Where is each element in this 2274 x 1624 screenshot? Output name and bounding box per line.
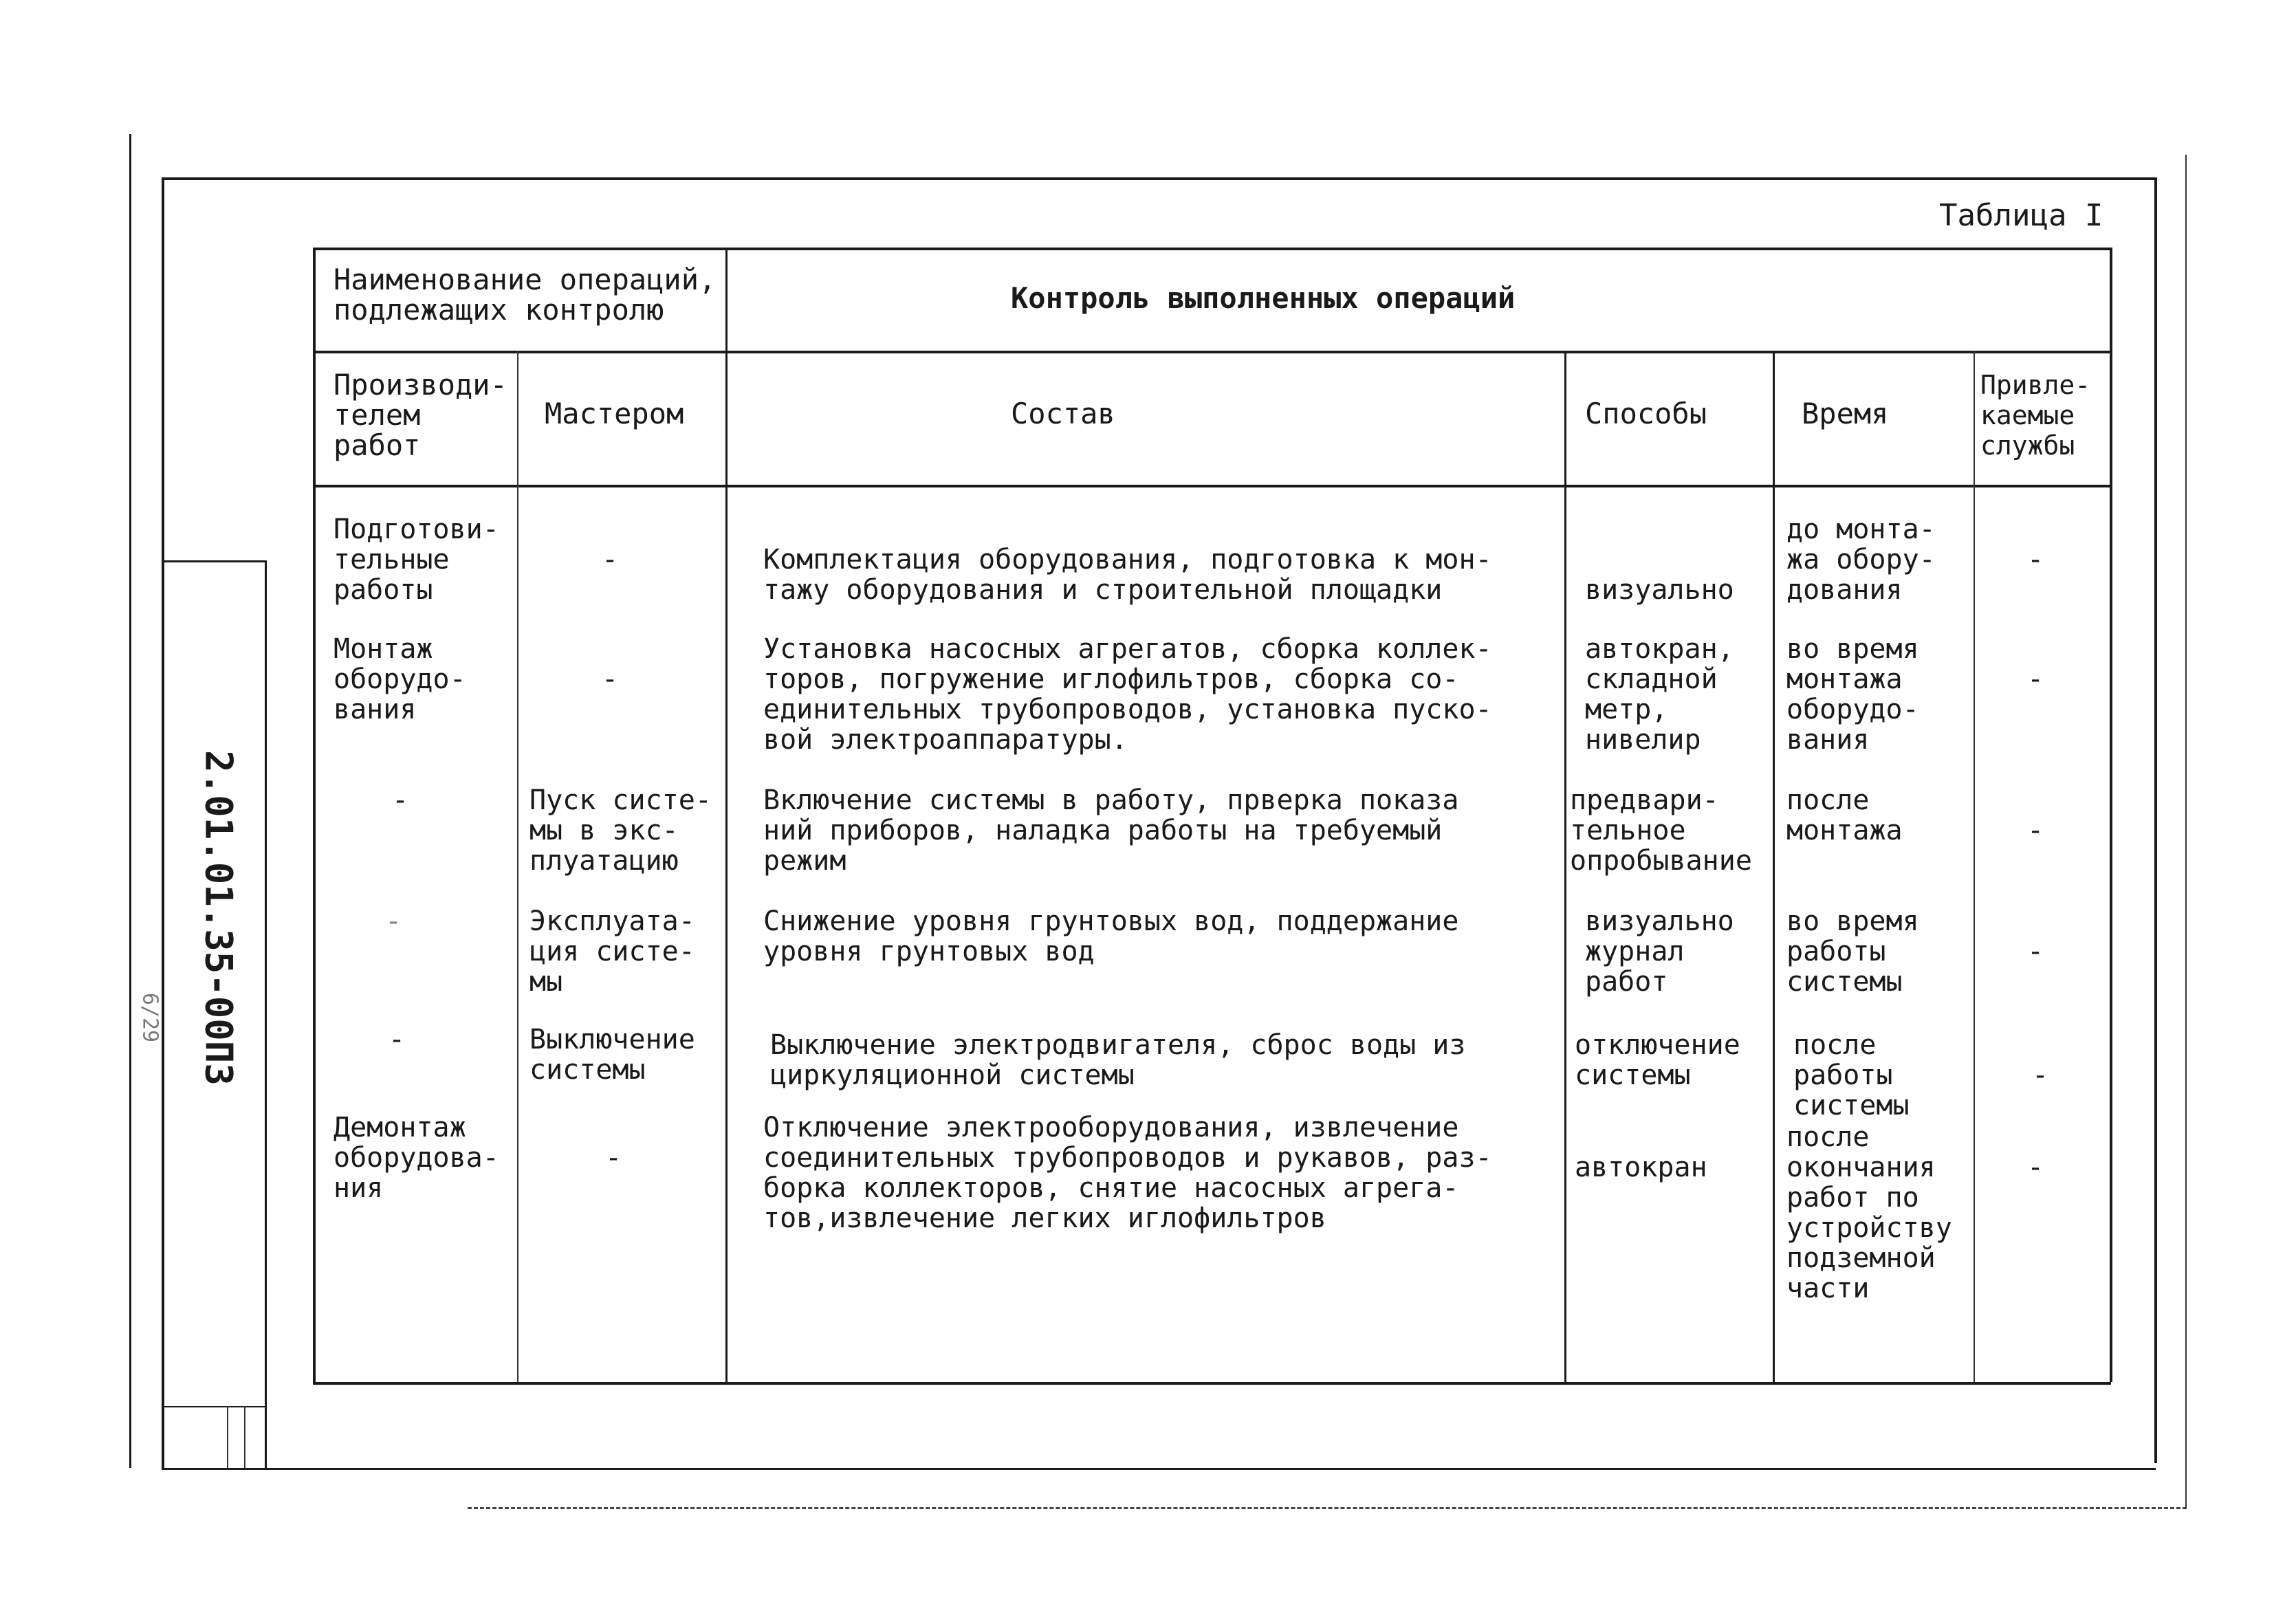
table-row-4-master: Эксплуата- ция систе- мы — [529, 906, 695, 998]
table-row-5-master: Выключение системы — [529, 1024, 695, 1086]
header-col-methods: Способы — [1585, 397, 1707, 430]
side-stamp-right-line — [265, 560, 267, 1468]
table-row-2-producer: Монтаж оборудо- вания — [334, 633, 466, 725]
table-header-divider — [313, 351, 2111, 353]
side-sheet-mark: 6/29 — [138, 992, 162, 1043]
frame-right-outer-line — [2185, 155, 2187, 1509]
table-row-1-content: Комплектация оборудования, подготовка к мон- тажу оборудования и строительной площадки — [763, 544, 1492, 606]
table-row-4-time: во время работы системы — [1786, 906, 1919, 998]
table-row-2-content: Установка насосных агрегатов, сборка коллек- торов, погружение иглофильтров, сборка со- единительных трубопроводов, установка пуско- вой электроаппаратуры. — [763, 633, 1492, 756]
frame-right-line — [2154, 177, 2157, 1463]
side-document-code: 2.01.01.35-00ПЗ — [197, 750, 241, 1086]
table-row-6-methods: автокран — [1575, 1152, 1707, 1183]
table-row-2-time: во время монтажа оборудо- вания — [1786, 633, 1919, 756]
table-row-3-master: Пуск систе- мы в экс- плуатацию — [529, 784, 712, 877]
table-bottom-border — [313, 1382, 2111, 1385]
table-row-1-producer: Подготови- тельные работы — [334, 514, 499, 606]
table-header-bottom — [313, 485, 2111, 487]
table-top-border — [313, 248, 2111, 250]
col-divider-producer-master — [517, 351, 518, 1382]
table-row-6-content: Отключение электрооборудования, извлечение соединительных трубопроводов и рукавов, раз- борка коллекторов, снятие насосных агрега- тов,извлечение легких иглофильтров — [763, 1112, 1492, 1234]
table-left-border — [313, 248, 316, 1382]
table-row-3-methods: предвари- тельное опробывание — [1570, 784, 1752, 877]
header-col-content: Состав — [1011, 397, 1115, 430]
table-row-6-producer: Демонтаж оборудова- ния — [334, 1112, 499, 1204]
table-row-4-services: - — [2027, 936, 2044, 967]
table-row-4-methods: визуально журнал работ — [1585, 906, 1734, 998]
table-row-1-methods: визуально — [1585, 574, 1734, 606]
header-control-group: Контроль выполненных операций — [1011, 281, 1516, 315]
col-divider-time-services — [1974, 351, 1975, 1382]
frame-bottom-line — [162, 1468, 2156, 1470]
table-row-3-services: - — [2027, 815, 2044, 846]
table-row-5-producer: - — [389, 1024, 406, 1055]
table-row-5-content: Выключение электродвигателя, сброс воды из циркуляционной системы — [770, 1029, 1466, 1091]
header-col-time: Время — [1802, 397, 1889, 430]
table-row-4-content: Снижение уровня грунтовых вод, поддержание уровня грунтовых вод — [763, 906, 1459, 967]
table-row-6-master: - — [605, 1142, 622, 1174]
table-row-5-time: после работы системы — [1793, 1029, 1910, 1121]
table-row-2-methods: автокран, складной метр, нивелир — [1585, 633, 1734, 756]
col-divider-master-content — [725, 248, 728, 1382]
table-row-4-producer: - — [385, 906, 402, 937]
header-col-master: Мастером — [545, 397, 684, 430]
frame-left-line — [162, 177, 164, 1470]
table-row-6-services: - — [2027, 1152, 2044, 1183]
header-col-services: Привле- каемые службы — [1980, 370, 2091, 461]
frame-left-margin-line — [129, 134, 131, 1468]
table-row-1-services: - — [2027, 544, 2044, 575]
table-row-3-time: после монтажа — [1786, 784, 1903, 846]
table-row-3-content: Включение системы в работу, прверка показа ний приборов, наладка работы на требуемый режим — [763, 784, 1459, 877]
header-operations-group: Наименование операций, подлежащих контролю — [334, 263, 717, 327]
header-col-producer: Производи- телем работ — [334, 368, 507, 462]
table-row-1-master: - — [602, 544, 619, 575]
side-stamp-cell-divider-2 — [244, 1406, 245, 1468]
side-stamp-cell-line — [164, 1406, 267, 1407]
table-row-2-services: - — [2027, 663, 2044, 695]
table-row-6-time: после окончания работ по устройству подземной части — [1786, 1121, 1952, 1304]
table-row-1-time: до монта- жа обору- дования — [1786, 514, 1936, 606]
frame-top-line — [162, 177, 2156, 180]
table-row-3-producer: - — [392, 784, 409, 816]
side-stamp-cell-divider-1 — [227, 1406, 228, 1468]
table-label: Таблица I — [1939, 198, 2103, 233]
table-row-5-services: - — [2032, 1060, 2049, 1091]
side-stamp-top-line — [164, 560, 267, 562]
frame-bottom-dashed-line — [468, 1507, 2187, 1509]
col-divider-content-methods — [1564, 351, 1566, 1382]
table-right-border — [2110, 248, 2112, 1382]
table-row-5-methods: отключение системы — [1575, 1029, 1740, 1091]
table-row-2-master: - — [602, 663, 619, 695]
col-divider-methods-time — [1773, 351, 1775, 1382]
